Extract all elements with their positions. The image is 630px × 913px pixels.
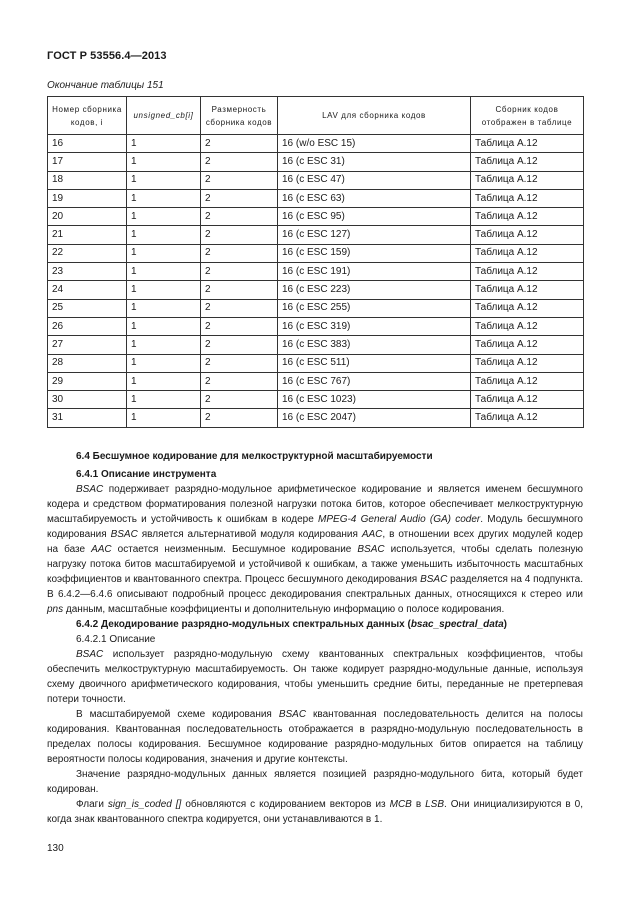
table-cell: 1 [127, 391, 201, 409]
table-cell: 16 (с ESC 95) [278, 208, 471, 226]
table-cell: 16 (с ESC 2047) [278, 409, 471, 427]
table-cell: 2 [201, 189, 278, 207]
table-cell: 24 [48, 281, 127, 299]
table-cell: Таблица А.12 [471, 135, 584, 153]
table-row [48, 354, 584, 372]
table-cell: 1 [127, 409, 201, 427]
table-cell: Таблица А.12 [471, 171, 584, 189]
table-cell: 1 [127, 208, 201, 226]
table-cell: 21 [48, 226, 127, 244]
table-cell: Таблица А.12 [471, 354, 584, 372]
table-cell: 16 (с ESC 127) [278, 226, 471, 244]
table-cell: 16 (с ESC 47) [278, 171, 471, 189]
table-row [48, 336, 584, 354]
table-cell: 16 (с ESC 319) [278, 317, 471, 335]
table-row [48, 171, 584, 189]
table-row [48, 281, 584, 299]
table-cell: 23 [48, 263, 127, 281]
table-cell: 1 [127, 299, 201, 317]
table-cell: 16 (с ESC 63) [278, 189, 471, 207]
column-header: Размерность сборника кодов [201, 97, 278, 135]
paragraph: Флаги sign_is_coded [] обновляются с кодированием векторов из MCB в LSB. Они инициализируются в 0, когда знак квантованного спектра кодируется, они устанавливаются в 1. [47, 799, 583, 825]
table-cell: 22 [48, 244, 127, 262]
table-cell: 16 (с ESC 511) [278, 354, 471, 372]
table-cell: 28 [48, 354, 127, 372]
table-cell: Таблица А.12 [471, 263, 584, 281]
table-cell: Таблица А.12 [471, 409, 584, 427]
table-row [48, 409, 584, 427]
table-cell: 31 [48, 409, 127, 427]
table-cell: 25 [48, 299, 127, 317]
column-header: Сборник кодов отображен в таблице [471, 97, 584, 135]
table-caption: Окончание таблицы 151 [47, 80, 164, 91]
table-cell: 1 [127, 281, 201, 299]
table-cell: 1 [127, 189, 201, 207]
table-cell: 1 [127, 226, 201, 244]
table-cell: Таблица А.12 [471, 189, 584, 207]
table-cell: 2 [201, 226, 278, 244]
table-cell: 19 [48, 189, 127, 207]
table-cell: 1 [127, 354, 201, 372]
table-cell: Таблица А.12 [471, 372, 584, 390]
table-row [48, 135, 584, 153]
table-cell: 2 [201, 171, 278, 189]
table-row [48, 391, 584, 409]
table-cell: 2 [201, 135, 278, 153]
table-cell: 2 [201, 336, 278, 354]
table-cell: 16 (с ESC 383) [278, 336, 471, 354]
table-cell: Таблица А.12 [471, 391, 584, 409]
table-cell: Таблица А.12 [471, 336, 584, 354]
table-cell: 30 [48, 391, 127, 409]
table-cell: 16 (с ESC 159) [278, 244, 471, 262]
table-cell: Таблица А.12 [471, 226, 584, 244]
table-cell: 1 [127, 336, 201, 354]
table-cell: 16 (с ESC 255) [278, 299, 471, 317]
section-heading: 6.4 Бесшумное кодирование для мелкоструктурной масштабируемости [76, 451, 433, 462]
table-cell: Таблица А.12 [471, 244, 584, 262]
table-cell: Таблица А.12 [471, 208, 584, 226]
codebook-table [47, 96, 584, 428]
table-cell: 1 [127, 317, 201, 335]
table-cell: 2 [201, 208, 278, 226]
table-cell: 16 (с ESC 1023) [278, 391, 471, 409]
table-cell: 2 [201, 391, 278, 409]
table-cell: 2 [201, 372, 278, 390]
paragraph: В масштабируемой схеме кодирования BSAC квантованная последовательность делится на полосы кодирования. Квантованная последовательность отображается в разрядно-модульную последовательность в пределах полосы кодирования. Бесшумное кодирование разрядно-модульных битов опирается на таблицу вероятности полосы кодирования, значения и другие контексты. [47, 709, 583, 765]
table-row [48, 317, 584, 335]
table-cell: Таблица А.12 [471, 281, 584, 299]
table-cell: 2 [201, 299, 278, 317]
paragraph: Значение разрядно-модульных данных является позицией разрядно-модульного бита, который будет кодирован. [47, 769, 583, 795]
table-cell: 27 [48, 336, 127, 354]
table-cell: Таблица А.12 [471, 299, 584, 317]
table-cell: Таблица А.12 [471, 317, 584, 335]
table-cell: 16 [48, 135, 127, 153]
table-row [48, 299, 584, 317]
table-body [48, 135, 584, 428]
table-row [48, 153, 584, 171]
table-cell: 1 [127, 263, 201, 281]
page-number: 130 [47, 843, 64, 854]
table-row [48, 208, 584, 226]
table-cell: 1 [127, 372, 201, 390]
table-row [48, 244, 584, 262]
table-header-row [48, 97, 584, 135]
table-cell: 1 [127, 135, 201, 153]
column-header: unsigned_cb[i] [127, 97, 201, 135]
table-cell: 16 (w/o ESC 15) [278, 135, 471, 153]
table-cell: 2 [201, 317, 278, 335]
table-cell: 2 [201, 354, 278, 372]
table-cell: 16 (с ESC 191) [278, 263, 471, 281]
column-header: Номер сборника кодов, i [48, 97, 127, 135]
table-cell: 29 [48, 372, 127, 390]
document-header: ГОСТ Р 53556.4—2013 [47, 50, 167, 62]
table-row [48, 263, 584, 281]
table-row [48, 226, 584, 244]
table-cell: 16 (с ESC 223) [278, 281, 471, 299]
paragraph: BSAC использует разрядно-модульную схему квантованных спектральных коэффициентов, чтобы обеспечить мелкоструктурную масштабируемость. Он также кодирует разрядно-модульные данные, используя схему двоичного арифметического кодирования, чтобы уменьшить средние биты, переданные не претерпевая потери точности. [47, 649, 583, 705]
table-cell: 1 [127, 153, 201, 171]
table-cell: Таблица А.12 [471, 153, 584, 171]
subsection-heading: 6.4.1 Описание инструмента [76, 469, 217, 480]
table-cell: 1 [127, 171, 201, 189]
column-header: LAV для сборника кодов [278, 97, 471, 135]
table-cell: 17 [48, 153, 127, 171]
table-row [48, 372, 584, 390]
table-cell: 2 [201, 281, 278, 299]
table-cell: 26 [48, 317, 127, 335]
table-cell: 2 [201, 263, 278, 281]
table-cell: 1 [127, 244, 201, 262]
table-cell: 18 [48, 171, 127, 189]
body-text [47, 449, 583, 827]
paragraph: BSAC подерживает разрядно-модульное арифметическое кодирование и является именем бесшумного кодера и средством форматирования полезной нагрузки потока битов, которое обеспечивает мелкоструктурную масштабируемость и устойчивость к ошибкам в кодере MPEG-4 General Audio (GA) coder. Модуль бесшумного кодирования BSAC является альтернативой модуля кодирования AAC, в отношении всех других модулей кодер на базе AAC остается неизменным. Бесшумное кодирование BSAC используется, чтобы сделать полезную нагрузку потока битов масштабируемой и устойчивой к ошибкам, а также уменьшить избыточность масштабных коэффициентов и квантованного спектра. Процесс бесшумного декодирования BSAC разделяется на 4 подпункта. В 6.4.2—6.4.6 описывают подробный процесс декодирования спектральных данных, относящихся к стерео или pns данным, масштабные коэффициенты и дополнительную информацию о полосе кодирования. [47, 484, 584, 615]
table-cell: 2 [201, 153, 278, 171]
table-cell: 2 [201, 409, 278, 427]
subsection-heading: 6.4.2 Декодирование разрядно-модульных спектральных данных (bsac_spectral_data) [76, 619, 507, 630]
table-row [48, 189, 584, 207]
table-cell: 20 [48, 208, 127, 226]
table-cell: 2 [201, 244, 278, 262]
subsubsection-heading: 6.4.2.1 Описание [76, 634, 156, 645]
table-cell: 16 (с ESC 767) [278, 372, 471, 390]
table-cell: 16 (с ESC 31) [278, 153, 471, 171]
